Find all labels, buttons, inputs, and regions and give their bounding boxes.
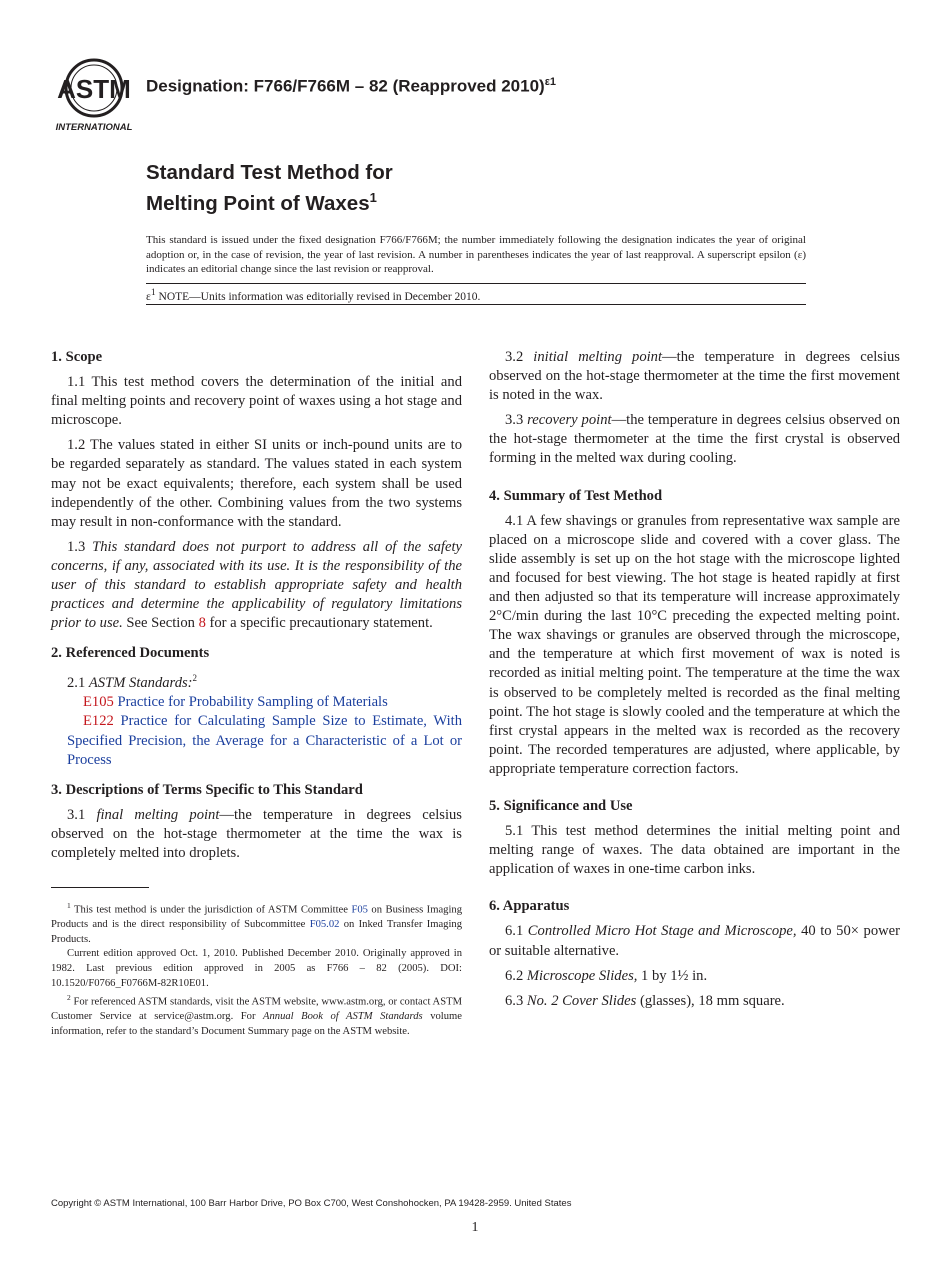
divider <box>146 283 806 284</box>
term-def: —the temperature in degrees celsius observed on the hot-stage thermometer at the time the wax is completely melted into droplets. <box>51 806 462 862</box>
para-6-3 <box>489 992 900 1011</box>
para-1-3-pre: See Section <box>122 615 199 632</box>
footnote-1-text-a: This test method is under the jurisdiction of ASTM Committee <box>70 904 352 916</box>
para-4-1: 4.1 A few shavings or granules from representative wax sample are placed on a microscope slide and covered with a cover glass. The slide assembly is set up on the hot stage with the microscope lighted and focused for best viewing. The hot stage is heated rapidly at first and then adjusted so that its temperature will increase approximately 2°C/min during the last 10°C preceding the expected melting point. The wax shavings or granules are observed through the microscope, and the temperature at which first movement of wax is noted is recorded as initial melting point. The temperature at the time the wax is observed to be completely melted is recorded as the final melting point. The hot stage is slowly cooled and the temperature at which the first crystal appears in the melted wax is recorded as the recovery point. The recorded temperatures are adjusted, where applicable, by appropriate temperature correction factors. <box>489 512 900 777</box>
section-8-link[interactable]: 8 <box>198 615 206 632</box>
right-column <box>489 348 900 1011</box>
item-rest: (glasses), 18 mm square. <box>636 992 785 1009</box>
epsilon-text: NOTE—Units information was editorially revised in December 2010. <box>155 290 481 303</box>
term-name: recovery point <box>527 412 612 429</box>
epsilon-sup: 1 <box>150 287 156 298</box>
footnote-2-text-b: volume information, refer to the standard’s Document Summary page on the ASTM website. <box>51 1011 462 1037</box>
title-line-2 <box>146 185 393 216</box>
ref-code[interactable]: E122 <box>83 713 114 730</box>
para-1-3-num: 1.3 <box>67 538 93 555</box>
section-5-heading: 5. Significance and Use <box>489 797 633 814</box>
section-6-heading: 6. Apparatus <box>489 898 570 915</box>
reference-item[interactable] <box>51 693 462 712</box>
footnote-2-text-a: For referenced ASTM standards, visit the ASTM website, www.astm.org, or contact ASTM Customer Service at service@astm.org. For <box>51 996 462 1023</box>
item-num: 6.3 <box>505 992 527 1009</box>
title-sup: 1 <box>369 190 377 205</box>
para-6-2 <box>489 967 900 986</box>
para-2-1-title: ASTM Standards: <box>88 675 193 692</box>
logo-text: ASTM <box>57 74 131 104</box>
epsilon-note <box>146 287 480 303</box>
footnote-2-italic: Annual Book of ASTM Standards <box>263 1011 423 1023</box>
title-line-2-text: Melting Point of Waxes <box>146 191 370 215</box>
para-3-1 <box>51 806 462 863</box>
section-1-heading: 1. Scope <box>51 349 103 365</box>
section-2-heading: 2. Referenced Documents <box>51 645 210 662</box>
para-5-1: 5.1 This test method determines the initial melting point and melting range of waxes. The data obtained are important in the application of waxes in one-time carbon inks. <box>489 823 900 878</box>
issuance-notice: This standard is issued under the fixed designation F766/F766M; the number immediately following the designation indicates the year of original adoption or, in the case of revision, the year of last revision. A number in parentheses indicates the year of last reapproval. A superscript epsilon (ε) indicates an editorial change since the last revision or reapproval. <box>146 234 806 275</box>
committee-f05-link[interactable]: F05 <box>351 904 368 916</box>
designation <box>146 76 556 97</box>
footnote-1-text-b: on Business Imaging Products and is the direct responsibility of Subcommittee <box>51 904 462 931</box>
subcommittee-f0502-link[interactable]: F05.02 <box>309 919 340 931</box>
para-1-3-caveat: This standard does not purport to address all of the safety concerns, if any, associated with its use. It is the responsibility of the user of this standard to establish appropriate safety and health practices and determine the applicability of regulatory limitations prior to use. <box>51 538 462 632</box>
para-2-1-sup: 2 <box>192 673 198 684</box>
item-term: No. 2 Cover Slides <box>526 992 637 1009</box>
item-num: 6.1 <box>505 923 528 940</box>
section-4-heading: 4. Summary of Test Method <box>489 487 663 504</box>
para-3-3 <box>489 411 900 468</box>
left-column <box>51 348 462 863</box>
para-6-1 <box>489 922 900 960</box>
para-2-1-num: 2.1 <box>67 675 89 692</box>
designation-sup: ε1 <box>544 76 557 88</box>
copyright-notice: Copyright © ASTM International, 100 Barr Harbor Drive, PO Box C700, West Conshohocken, PA 19428-2959. United States <box>51 1198 572 1209</box>
term-name: initial melting point <box>533 349 663 365</box>
item-rest: 1 by 1½ in. <box>637 967 708 984</box>
item-term: Controlled Micro Hot Stage and Microscope, <box>527 923 797 940</box>
footnote-1-edition: Current edition approved Oct. 1, 2010. Published December 2010. Originally approved in 1982. Last previous edition approved in 2005 as F766 – 82 (2005). DOI: 10.1520/F0766_F0766M-82R10E01. <box>51 948 462 989</box>
footnote-1 <box>51 899 462 947</box>
item-rest: 40 to 50× power or suitable alternative. <box>489 923 900 959</box>
para-1-3-post: for a specific precautionary statement. <box>205 615 433 632</box>
term-num: 3.2 <box>505 349 534 365</box>
reference-item[interactable] <box>51 712 462 769</box>
ref-title[interactable]: Practice for Probability Sampling of Materials <box>113 694 388 711</box>
divider <box>146 304 806 305</box>
para-1-3 <box>51 538 462 633</box>
ref-title[interactable]: Practice for Calculating Sample Size to Estimate, With Specified Precision, the Average for a Characteristic of a Lot or Process <box>67 713 462 768</box>
ref-code[interactable]: E105 <box>83 694 114 711</box>
term-name: final melting point <box>96 806 220 823</box>
footnote-divider <box>51 887 149 888</box>
logo-subtext: INTERNATIONAL <box>55 122 133 133</box>
para-1-1: 1.1 This test method covers the determination of the initial and final melting points and recovery point of waxes using a hot stage and microscope. <box>51 374 462 429</box>
footnote-2 <box>51 991 462 1039</box>
term-def: —the temperature in degrees celsius observed on the hot-stage thermometer at the time the first crystal is observed forming in the melted wax during cooling. <box>489 412 900 467</box>
designation-text: Designation: F766/F766M – 82 (Reapproved 2010) <box>146 76 545 96</box>
item-num: 6.2 <box>505 967 527 984</box>
footnotes <box>51 899 462 1039</box>
page-title <box>146 160 393 216</box>
term-num: 3.3 <box>505 412 528 429</box>
footnote-2-sup: 2 <box>67 993 71 1003</box>
epsilon-mark: ε <box>146 290 151 303</box>
term-def: —the temperature in degrees celsius observed on the hot-stage thermometer at the time the first movement is noted in the wax. <box>489 349 900 404</box>
footnote-1-sup: 1 <box>67 901 71 910</box>
page-number: 1 <box>471 1220 479 1235</box>
footnote-1-text-c: on Inked Transfer Imaging Products. <box>51 919 462 945</box>
para-1-2: 1.2 The values stated in either SI units or inch-pound units are to be regarded separately as standard. The values stated in each system may not be exact equivalents; therefore, each system shall be used independently of the other. Combining values from the two systems may result in non-conformance with the standard. <box>51 437 462 530</box>
para-3-2 <box>489 348 900 405</box>
item-term: Microscope Slides, <box>526 967 638 984</box>
title-line-1: Standard Test Method for <box>146 161 393 184</box>
term-num: 3.1 <box>67 806 97 823</box>
section-3-heading: 3. Descriptions of Terms Specific to This Standard <box>51 781 363 798</box>
para-2-1 <box>51 669 462 693</box>
astm-logo-icon <box>52 56 136 136</box>
